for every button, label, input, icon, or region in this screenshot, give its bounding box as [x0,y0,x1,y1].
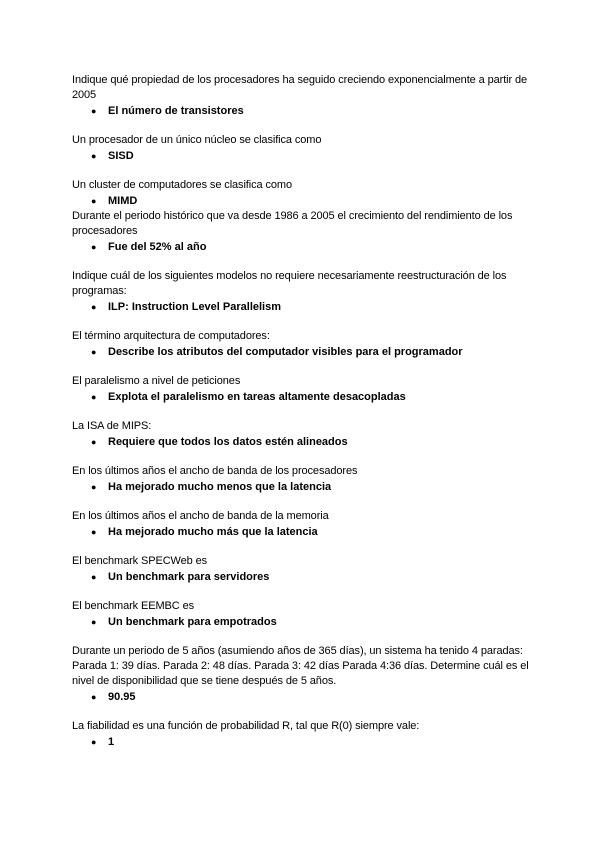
bullet-icon: ● [91,106,97,116]
answer-label: SISD [108,150,134,162]
answer-text [91,569,540,585]
answer-text [91,103,540,119]
bullet-icon: ● [91,617,97,627]
question-text: La fiabilidad es una función de probabilidad R, tal que R(0) siempre vale: [72,720,420,732]
answer-label: 90.95 [108,691,136,703]
answer-label: Ha mejorado mucho más que la latencia [108,526,318,538]
answer-label: Un benchmark para servidores [108,571,270,583]
qa-block-3 [72,178,540,209]
qa-block-7 [72,374,540,405]
answer-text [91,148,540,164]
bullet-icon: ● [91,151,97,161]
qa-block-8 [72,419,540,450]
answer-text [91,344,540,360]
question-text: Durante un periodo de 5 años (asumiendo años de 365 días), un sistema ha tenido 4 paradas: Parada 1: 39 días. Parada 2: 48 días. Parada 3: 42 días Parada 4:36 días. Determine cuál es el nivel de disponibilidad que se tiene después de 5 años. [72,645,529,687]
bullet-icon: ● [91,302,97,312]
bullet-icon: ● [91,692,97,702]
bullet-icon: ● [91,482,97,492]
answer-label: 1 [108,736,115,748]
question-text: El paralelismo a nivel de peticiones [72,375,241,387]
answer-text [91,239,540,255]
bullet-icon: ● [91,347,97,357]
question-text: En los últimos años el ancho de banda de la memoria [72,510,329,522]
answer-label: El número de transistores [108,105,244,117]
bullet-icon: ● [91,572,97,582]
bullet-icon: ● [91,196,97,206]
question-text: Un procesador de un único núcleo se clasifica como [72,134,322,146]
answer-label: ILP: Instruction Level Parallelism [108,301,281,313]
qa-block-10 [72,509,540,540]
answer-label: Fue del 52% al año [108,241,207,253]
answer-text [91,524,540,540]
question-text: Durante el periodo histórico que va desde 1986 a 2005 el crecimiento del rendimiento de los procesadores [72,210,513,237]
answer-text [91,614,540,630]
question-text: El benchmark EEMBC es [72,600,194,612]
qa-block-12 [72,599,540,630]
answer-text [91,299,540,315]
question-text: El término arquitectura de computadores: [72,330,270,342]
answer-label: Describe los atributos del computador visibles para el programador [108,346,463,358]
answer-text [91,193,540,209]
question-text: Indique qué propiedad de los procesadores ha seguido creciendo exponencialmente a partir de 2005 [72,74,528,101]
question-text: Un cluster de computadores se clasifica como [72,179,292,191]
qa-block-1 [72,73,540,119]
qa-block-13 [72,644,540,705]
answer-text [91,434,540,450]
qa-block-4 [72,209,540,255]
answer-label: Explota el paralelismo en tareas altamente desacopladas [108,391,406,403]
answer-label: Ha mejorado mucho menos que la latencia [108,481,332,493]
answer-text [91,734,540,750]
answer-label: Un benchmark para empotrados [108,616,277,628]
answer-text [91,479,540,495]
qa-block-14 [72,719,540,750]
bullet-icon: ● [91,242,97,252]
qa-block-9 [72,464,540,495]
answer-label: MIMD [108,195,138,207]
qa-block-11 [72,554,540,585]
question-text: En los últimos años el ancho de banda de los procesadores [72,465,358,477]
bullet-icon: ● [91,737,97,747]
question-text: La ISA de MIPS: [72,420,152,432]
question-text: El benchmark SPECWeb es [72,555,208,567]
qa-block-5 [72,269,540,315]
bullet-icon: ● [91,527,97,537]
answer-text [91,389,540,405]
qa-block-2 [72,133,540,164]
answer-text [91,689,540,705]
qa-block-6 [72,329,540,360]
question-text: Indique cuál de los siguientes modelos no requiere necesariamente reestructuración de los programas: [72,270,507,297]
bullet-icon: ● [91,392,97,402]
bullet-icon: ● [91,437,97,447]
answer-label: Requiere que todos los datos estén alineados [108,436,348,448]
